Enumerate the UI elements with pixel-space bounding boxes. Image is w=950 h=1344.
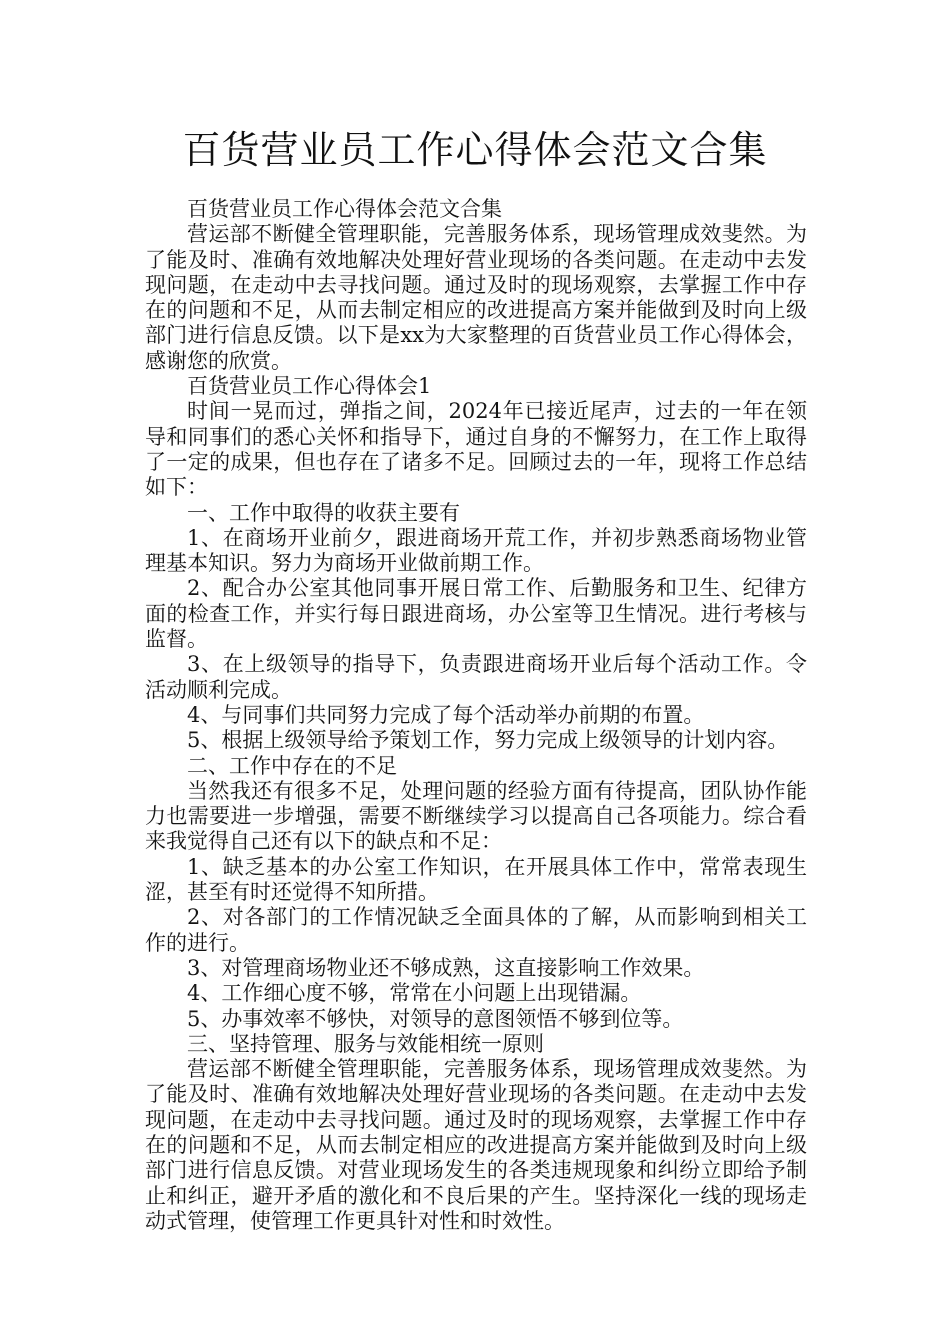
document-body	[145, 197, 807, 1234]
list-item: 4、工作细心度不够，常常在小问题上出现错漏。	[187, 981, 642, 1006]
list-item: 1、缺乏基本的办公室工作知识，在开展具体工作中，常常表现生涩，甚至有时还觉得不知所措。	[145, 854, 807, 905]
list-item: 2、对各部门的工作情况缺乏全面具体的了解，从而影响到相关工作的进行。	[145, 905, 807, 955]
paragraph: 百货营业员工作心得体会1	[187, 374, 432, 399]
section-heading: 一、工作中取得的收获主要有	[187, 500, 460, 525]
section-heading: 二、工作中存在的不足	[187, 753, 397, 778]
document-title: 百货营业员工作心得体会范文合集	[182, 128, 768, 172]
paragraph: 时间一晃而过，弹指之间，2024年已接近尾声，过去的一年在领导和同事们的悉心关怀和指导下，通过自身的不懈努力，在工作上取得了一定的成果，但也存在了诸多不足。回顾过去的一年，现将工作总结如下：	[145, 399, 807, 500]
list-item: 5、办事效率不够快，对领导的意图领悟不够到位等。	[187, 1006, 684, 1031]
list-item: 3、在上级领导的指导下，负责跟进商场开业后每个活动工作。令活动顺利完成。	[145, 652, 807, 702]
paragraph: 营运部不断健全管理职能，完善服务体系，现场管理成效斐然。为了能及时、准确有效地解决处理好营业现场的各类问题。在走动中去发现问题，在走动中去寻找问题。通过及时的现场观察，去掌握工作中存在的问题和不足，从而去制定相应的改进提高方案并能做到及时向上级部门进行信息反馈。对营业现场发生的各类违规现象和纠纷立即给予制止和纠正，避开矛盾的激化和不良后果的产生。坚持深化一线的现场走动式管理，使管理工作更具针对性和时效性。	[145, 1057, 807, 1233]
section-heading: 三、坚持管理、服务与效能相统一原则	[187, 1031, 544, 1056]
list-item: 1、在商场开业前夕，跟进商场开荒工作，并初步熟悉商场物业管理基本知识。努力为商场开业做前期工作。	[145, 525, 807, 576]
list-item: 4、与同事们共同努力完成了每个活动举办前期的布置。	[187, 702, 705, 727]
list-item: 5、根据上级领导给予策划工作，努力完成上级领导的计划内容。	[187, 728, 789, 753]
paragraph: 当然我还有很多不足，处理问题的经验方面有待提高，团队协作能力也需要进一步增强，需要不断继续学习以提高自己各项能力。综合看来我觉得自己还有以下的缺点和不足：	[145, 778, 807, 854]
paragraph: 营运部不断健全管理职能，完善服务体系，现场管理成效斐然。为了能及时、准确有效地解决处理好营业现场的各类问题。在走动中去发现问题，在走动中去寻找问题。通过及时的现场观察，去掌握工作中存在的问题和不足，从而去制定相应的改进提高方案并能做到及时向上级部门进行信息反馈。以下是xx为大家整理的百货营业员工作心得体会，感谢您的欣赏。	[145, 222, 807, 373]
list-item: 3、对管理商场物业还不够成熟，这直接影响工作效果。	[187, 955, 705, 980]
list-item: 2、配合办公室其他同事开展日常工作、后勤服务和卫生、纪律方面的检查工作，并实行每日跟进商场，办公室等卫生情况。进行考核与监督。	[145, 576, 807, 652]
paragraph: 百货营业员工作心得体会范文合集	[187, 197, 502, 221]
